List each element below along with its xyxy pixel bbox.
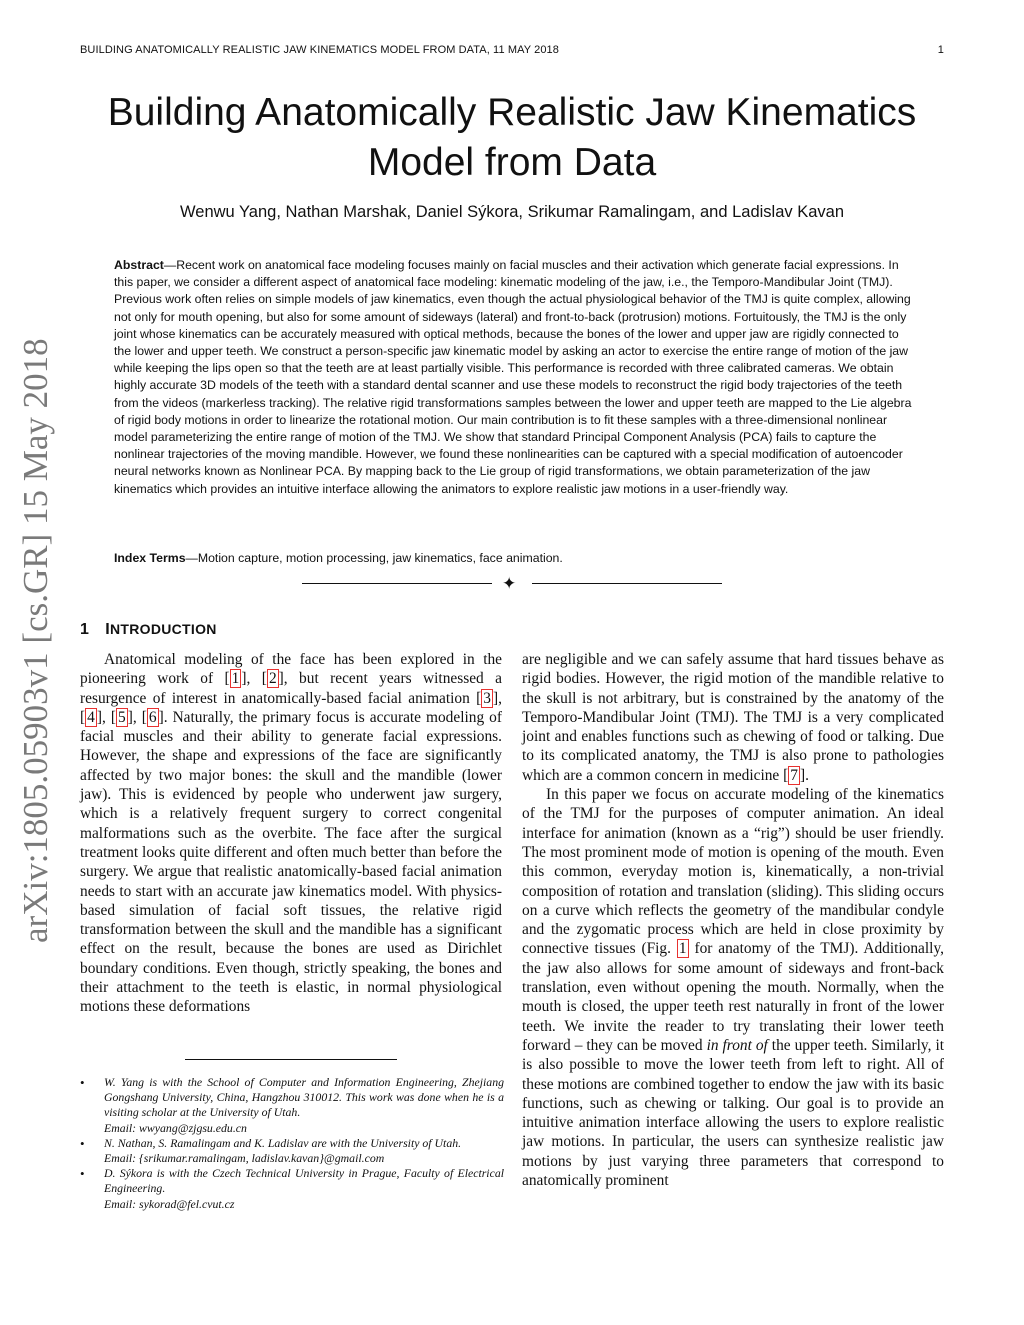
- text-run: ,: [132, 708, 142, 726]
- title-line-1: Building Anatomically Realistic Jaw Kinematics: [107, 91, 917, 134]
- footnotes: [80, 1075, 504, 1212]
- section-divider: [302, 576, 722, 592]
- text-run: ,: [101, 708, 111, 726]
- text-run: . Naturally, the primary focus is accurate modeling of facial muscles and their ability to generate facial expressions. However, the shape and expressions of the face are significantly affected by two major bones: the skull and the mandible (lower jaw). This is evidenced by people who underwent jaw surgery, which is a relatively frequent surgery to correct congenital malformations such as the overbite. The face after the surgical treatment looks quite different and often much better than before the surgery. We argue that realistic anatomically-based facial animation needs to start with an accurate jaw kinematics model. With physics-based simulation of facial soft tissues, the relative rigid transformation between the skull and the mandible has a significant effect on the result, because the bones are used as Dirichlet boundary conditions. Even though, strictly speaking, the bones and their attachment to the teeth is elastic, in normal physiological motions these deformations: [80, 708, 502, 1016]
- text-run: ,: [498, 689, 502, 707]
- paper-title: [60, 88, 964, 188]
- bullet-icon: •: [80, 1166, 85, 1182]
- citation-link[interactable]: 3: [483, 689, 491, 707]
- footnote-text: N. Nathan, S. Ramalingam and K. Ladislav are with the University of Utah.: [104, 1135, 462, 1150]
- citation-link[interactable]: 6: [148, 708, 157, 726]
- right-column: [522, 650, 944, 1190]
- text-run: the upper teeth. Similarly, it is also possible to move the lower teeth from left to right. All of these motions are combined together to endow the jaw with its basic functions, such as chewing or talking. Our goal is to provide an intuitive animation interface allowing the users to explore realistic jaw motions. In particular, the users can synthesize realistic jaw motions by just varying three parameters that correspond to anatomically prominent: [522, 1036, 945, 1190]
- abstract: [114, 257, 914, 498]
- citation-link[interactable]: 7: [790, 766, 798, 784]
- page-number: 1: [937, 44, 944, 56]
- text-run: In this paper we focus on accurate modeling of the kinematics of the TMJ for the purposes of computer animation. An ideal interface for animation (known as a “rig”) should be user friendly. The most prominent mode of motion is opening of the mouth. Even this common, everyday motion is, kinematically, a non-trivial composition of rotation and translation (sliding). This sliding occurs on a curve which reflects the geometry of the mandibular condyle and the zygomatic process which are held in close proximity by connective tissues (Fig.: [522, 786, 944, 958]
- text-run: Anatomical modeling of the face has been explored in the pioneering work of: [80, 651, 502, 688]
- intro-paragraph-1-continued: are negligible and we can safely assume that hard tissues behave as rigid bodies. However, the rigid motion of the mandible relative to the skull is not arbitrary, but is constrained by the anatomy of the Temporo-Mandibular Joint (TMJ). The TMJ is a very complicated joint and enables functions such as chewing of food or talking. Due to its complicated anatomy, the TMJ is also prone to pathologies which are a common concern in medicine [ 7 ].: [522, 651, 944, 784]
- citation-link[interactable]: 2: [268, 670, 277, 688]
- left-column: [80, 650, 502, 1017]
- title-line-2: Model from Data: [367, 141, 657, 184]
- citation-link[interactable]: 5: [118, 708, 126, 726]
- divider-line-left: [302, 583, 492, 584]
- divider-star-icon: ✦: [502, 574, 517, 593]
- section-title-rest: NTRODUCTION: [109, 621, 217, 637]
- text-run: ,: [246, 670, 262, 688]
- footnote-item: [80, 1136, 504, 1166]
- footnote-item: [80, 1166, 504, 1212]
- text-run: , but recent years witnessed a resurgence of interest in anatomically-based facial animation: [80, 670, 502, 707]
- abstract-label: Abstract: [114, 258, 164, 272]
- bullet-icon: •: [80, 1135, 85, 1151]
- text-run: for anatomy of the TMJ). Additionally, the jaw also allows for some amount of sideways and front-back translation, even without opening the mouth. Normally, when the mouth is closed, the upper teeth rest naturally in front of the lower teeth. We invite the reader to try translating their lower teeth forward – they can be moved: [522, 940, 944, 1054]
- footnote-email[interactable]: Email: sykorad@fel.cvut.cz: [104, 1196, 235, 1211]
- section-number: 1: [80, 621, 90, 638]
- running-head: [80, 44, 944, 56]
- running-head-title: BUILDING ANATOMICALLY REALISTIC JAW KINEMATICS MODEL FROM DATA, 11 MAY 2018: [80, 44, 559, 56]
- text-run: .: [805, 766, 809, 784]
- index-terms-text: —Motion capture, motion processing, jaw kinematics, face animation.: [185, 551, 563, 565]
- divider-line-right: [532, 583, 722, 584]
- footnote-email[interactable]: Email: wwyang@zjgsu.edu.cn: [104, 1120, 247, 1135]
- section-heading: [80, 621, 217, 639]
- text-run: are negligible and we can safely assume that hard tissues behave as rigid bodies. However, the rigid motion of the mandible relative to the skull is not arbitrary, but is constrained by the anatomy of the Temporo-Mandibular Joint (TMJ). The TMJ is a very complicated joint and enables functions such as chewing of food or talking. Due to its complicated anatomy, the TMJ is also prone to pathologies which are a common concern in medicine: [522, 651, 944, 784]
- index-terms: [114, 551, 914, 565]
- arxiv-stamp[interactable]: arXiv:1805.05903v1 [cs.GR] 15 May 2018: [16, 338, 55, 943]
- bullet-icon: •: [80, 1075, 85, 1090]
- index-terms-label: Index Terms: [114, 551, 186, 565]
- citation-link[interactable]: 1: [231, 670, 240, 688]
- footnote-text: D. Sýkora is with the Czech Technical University in Prague, Faculty of Electrical Engineering.: [104, 1166, 504, 1196]
- abstract-text: —Recent work on anatomical face modeling focuses mainly on facial muscles and their activation which generate facial expressions. In this paper, we consider a different aspect of anatomical face modeling: kinematic modeling of the jaw, i.e., the Temporo-Mandibular Joint (TMJ). Previous work often relies on simple models of jaw kinematics, even though the actual physiological behavior of the TMJ is quite complex, allowing not only for mouth opening, but also for some amount of sideways (lateral) and front-to-back (protrusion) motions. Fortuitously, the TMJ is the only joint whose kinematics can be accurately measured with optical methods, because the bones of the lower and upper jaw are rigidly connected to the lower and upper teeth. We construct a person-specific jaw kinematic model by asking an actor to exercise the entire range of motion of the jaw while keeping the lips open so that the teeth are at least partially visible. This performance is recorded with three calibrated cameras. We obtain highly accurate 3D models of the teeth with a standard dental scanner and use these models to reconstruct the rigid body trajectories of the teeth from the videos (markerless tracking). The relative rigid transformations samples between the lower and upper teeth are mapped to the Lie algebra of rigid body motions in order to linearize the rotational motion. Our main contribution is to fit these samples with a three-dimensional nonlinear model parameterizing the entire range of motion of the TMJ. We show that standard Principal Component Analysis (PCA) fails to capture the nonlinear trajectories of the moving mandible. However, we found these nonlinearities can be captured with a special modification of autoencoder neural networks known as Nonlinear PCA. By mapping back to the Lie group of rigid transformations, we obtain parameterization of the jaw kinematics which provides an intuitive interface allowing the animators to explore realistic jaw motions in a user-friendly way.: [114, 258, 912, 496]
- figure-link[interactable]: 1: [678, 940, 687, 958]
- footnote-text: W. Yang is with the School of Computer and Information Engineering, Zhejiang Gongshang University, China, Hangzhou 310012. This work was done when he is a visiting scholar at the University of Utah.: [104, 1075, 504, 1120]
- footnote-item: [80, 1075, 504, 1136]
- emphasis-text: in front of: [706, 1036, 768, 1054]
- footnote-email[interactable]: Email: {srikumar.ramalingam, ladislav.kavan}@gmail.com: [104, 1151, 385, 1166]
- author-list: Wenwu Yang, Nathan Marshak, Daniel Sýkora, Srikumar Ramalingam, and Ladislav Kavan: [180, 203, 844, 221]
- section-title-initial: I: [105, 621, 110, 638]
- citation-link[interactable]: 4: [87, 708, 95, 726]
- intro-paragraph-1: Anatomical modeling of the face has been explored in the pioneering work of [ 1 ], [ 2 ], but recent years witnessed a resurgence of interest in anatomically-based facial animation [ 3 ], [ 4 ], [ 5 ], [ 6 ]. Naturally, the primary focus is accurate modeling of facial muscles and their ability to generate facial expressions. However, the shape and expressions of the face are significantly affected by two major bones: the skull and the mandible (lower jaw). This is evidenced by people who underwent jaw surgery, which is a relatively frequent surgery to correct congenital malformations such as the overbite. The face after the surgical treatment looks quite different and often much better than before the surgery. We argue that realistic anatomically-based facial animation needs to start with an accurate jaw kinematics model. With physics-based simulation of facial soft tissues, the relative rigid transformation between the skull and the mandible has a significant effect on the result, because the bones are used as Dirichlet boundary conditions. Even though, strictly speaking, the bones and their attachment to the teeth is elastic, in normal physiological motions these deformations: [80, 651, 502, 1016]
- footnote-rule: [185, 1059, 397, 1060]
- intro-paragraph-2: [522, 785, 944, 1190]
